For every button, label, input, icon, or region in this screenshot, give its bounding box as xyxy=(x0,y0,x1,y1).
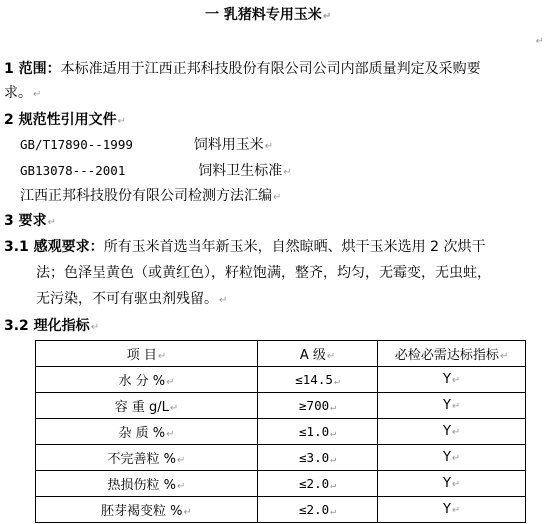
table-header-cell: 项 目↵ xyxy=(36,341,258,367)
paragraph-mark: ↵ xyxy=(264,141,274,152)
table-row xyxy=(36,471,526,497)
reference-1-code: GB/T17890--1999 xyxy=(20,137,133,152)
table-cell-required: Y↵ xyxy=(378,497,526,523)
section-1-text: 本标准适用于江西正邦科技股份有限公司公司内部质量判定及采购要 xyxy=(60,61,481,77)
table-cell-item: 容 重 g/L↵ xyxy=(36,393,258,419)
paragraph-mark: ↵ xyxy=(219,295,228,306)
section-3-1-text-cont: 法；色泽呈黄色（或黄红色），籽粒饱满，整齐，均匀，无霉变，无虫蛀， xyxy=(36,265,491,281)
table-cell-item: 胚芽褐变粒 %↵ xyxy=(36,497,258,523)
table-cell-value: ≤1.0↵ xyxy=(257,419,377,445)
reference-1-name: 饲料用玉米 xyxy=(193,137,264,153)
table-cell-required: Y↵ xyxy=(378,367,526,393)
table-cell-required: Y↵ xyxy=(378,471,526,497)
table-cell-item: 杂 质 %↵ xyxy=(36,419,258,445)
paragraph-mark: ↵ xyxy=(283,167,292,178)
reference-3 xyxy=(20,187,281,207)
section-3-1-text: 所有玉米首选当年新玉米，自然晾晒、烘干玉米选用 2 次烘干 xyxy=(103,239,486,255)
table-header-cell: 必检必需达标指标↵ xyxy=(378,341,526,367)
table-cell-value: ≥700↵ xyxy=(257,393,377,419)
table-cell-item: 热损伤粒 %↵ xyxy=(36,471,258,497)
table-cell-required: Y↵ xyxy=(378,445,526,471)
title-text: 一 乳猪料专用玉米 xyxy=(205,7,322,23)
table-row xyxy=(36,393,526,419)
paragraph-mark: ↵ xyxy=(117,116,127,127)
paragraph-mark: ↵ xyxy=(273,192,282,203)
table-row xyxy=(36,497,526,523)
reference-1 xyxy=(20,136,273,156)
paragraph-mark: ↵ xyxy=(47,217,57,228)
section-3-1-label: 3.1 感观要求： xyxy=(4,239,104,255)
section-3-1-line-2 xyxy=(36,264,491,282)
table-cell-item: 水 分 %↵ xyxy=(36,367,258,393)
paragraph-mark: ↵ xyxy=(90,322,100,333)
spec-table xyxy=(35,340,526,523)
table-cell-value: ≤3.0↵ xyxy=(257,445,377,471)
reference-2-name: 饲料卫生标准 xyxy=(198,163,283,179)
document-title xyxy=(205,6,331,26)
table-row xyxy=(36,445,526,471)
section-1-text-cont: 求。 xyxy=(4,85,32,101)
table-header-row xyxy=(36,341,526,367)
section-3-1-line-1 xyxy=(4,238,486,256)
table-header-cell: A 级↵ xyxy=(257,341,377,367)
reference-2 xyxy=(20,162,292,182)
section-2-label: 2 规范性引用文件 xyxy=(4,112,117,128)
section-3-2-heading xyxy=(4,317,99,337)
section-3-heading xyxy=(4,212,56,232)
paragraph-mark: ↵ xyxy=(322,11,332,22)
section-3-label: 3 要求 xyxy=(4,213,47,229)
section-1-line-1 xyxy=(4,60,481,78)
paragraph-mark: ↵ xyxy=(535,36,544,47)
table-cell-value: ≤2.0↵ xyxy=(257,497,377,523)
table-cell-item: 不完善粒 %↵ xyxy=(36,445,258,471)
section-2-heading xyxy=(4,111,126,131)
reference-3-text: 江西正邦科技股份有限公司检测方法汇编 xyxy=(20,188,272,204)
table-cell-required: Y↵ xyxy=(378,419,526,445)
section-3-1-text-end: 无污染，不可有驱虫剂残留。 xyxy=(36,291,218,307)
paragraph-mark: ↵ xyxy=(33,89,42,100)
table-cell-value: ≤14.5↵ xyxy=(257,367,377,393)
table-cell-required: Y↵ xyxy=(378,393,526,419)
reference-2-code: GB13078---2001 xyxy=(20,163,126,178)
section-1-label: 1 范围： xyxy=(4,61,61,77)
section-3-1-line-3 xyxy=(36,290,227,310)
table-cell-value: ≤2.0↵ xyxy=(257,471,377,497)
section-3-2-label: 3.2 理化指标 xyxy=(4,318,90,334)
table-row xyxy=(36,367,526,393)
table-row xyxy=(36,419,526,445)
section-1-line-2 xyxy=(4,84,41,104)
